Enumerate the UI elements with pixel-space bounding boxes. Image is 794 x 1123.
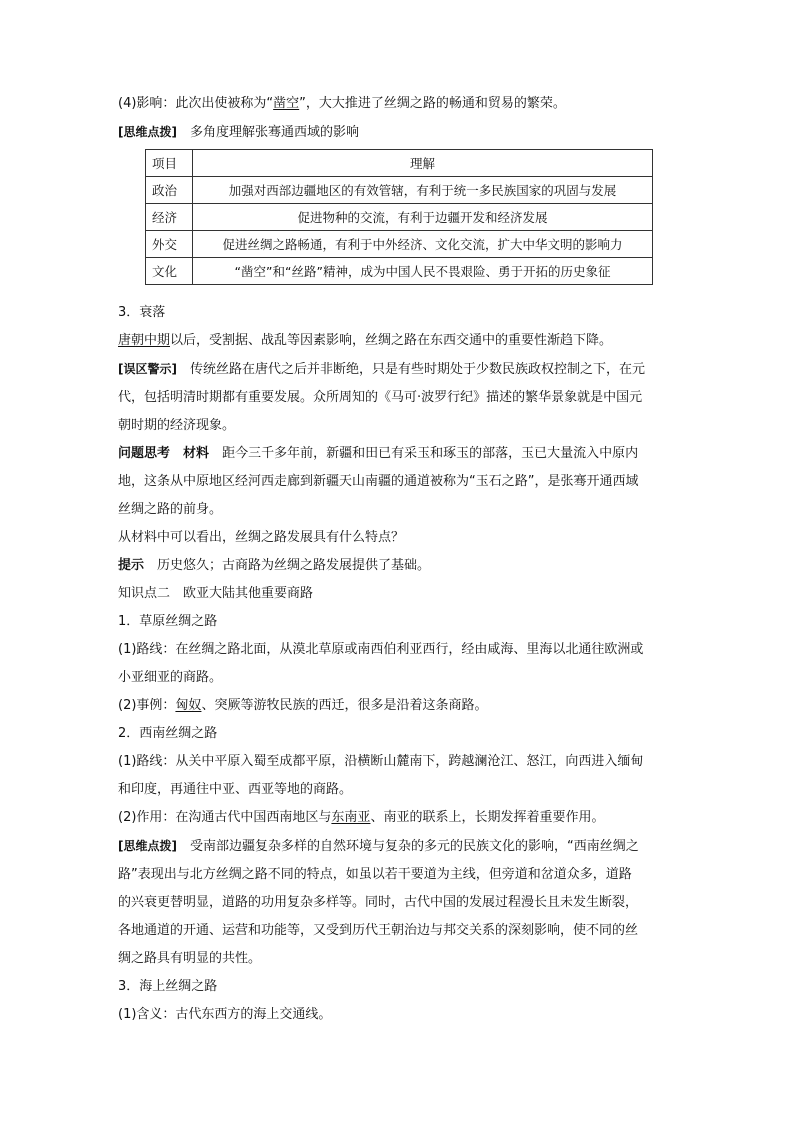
maritime-route-title: 3．海上丝绸之路 [118, 979, 218, 994]
thinking-tip-2-line-3: 的兴衰更替明显，道路的功用复杂多样等。同时，古代中国的发展过程漫长且未发生断裂， [118, 895, 639, 910]
hint-label: 提示 [118, 558, 145, 573]
southeast-asia-term: 东南亚 [331, 810, 371, 825]
thinking-tip-2-line-5: 绸之路具有明显的共性。 [118, 951, 262, 966]
southwest-route-line-1: (1)路线：从关中平原入蜀至成都平原，沿横断山麓南下，跨越澜沧江、怒江，向西进入缅甸 [118, 754, 644, 769]
table-cell-text: 促进物种的交流，有利于边疆开发和经济发展 [193, 204, 653, 231]
thinking-tip-2-tag: [思维点拨] [118, 839, 177, 853]
maritime-route-definition: (1)含义：古代东西方的海上交通线。 [118, 1007, 332, 1022]
thinking-tip-tag: [思维点拨] [118, 125, 177, 139]
table-cell-text: 加强对西部边疆地区的有效管辖，有利于统一多民族国家的巩固与发展 [193, 177, 653, 204]
hint-paragraph: 提示 历史悠久；古商路为丝绸之路发展提供了基础。 [118, 558, 431, 573]
decline-paragraph: 唐朝中期以后，受割据、战乱等因素影响，丝绸之路在东西交通中的重要性渐趋下降。 [118, 333, 613, 348]
table-row [146, 177, 653, 204]
thinking-tip-2-line-2: 路”表现出与北方丝绸之路不同的特点，如虽以若干要道为主线，但旁道和岔道众多，道路 [118, 867, 632, 882]
misconception-line-2: 代，包括明清时期都有重要发展。众所周知的《马可·波罗行纪》描述的繁华景象就是中国元 [118, 390, 643, 405]
document-page [118, 94, 678, 1033]
southwest-effect: (2)作用：在沟通古代中国西南地区与东南亚、南亚的联系上，长期发挥着重要作用。 [118, 810, 605, 825]
question-material-line-3: 丝绸之路的前身。 [118, 502, 223, 517]
misconception-line-3: 朝时期的经济现象。 [118, 418, 236, 433]
impact-paragraph: (4)影响：此次出使被称为“凿空”，大大推进了丝绸之路的畅通和贸易的繁荣。 [118, 96, 566, 111]
steppe-route-title: 1．草原丝绸之路 [118, 614, 218, 629]
thinking-tip-2-line-1: [思维点拨] 受南部边疆复杂多样的自然环境与复杂的多元的民族文化的影响，“西南丝绸之 [118, 839, 639, 854]
southwest-route-line-2: 和印度，再通往中亚、西亚等地的商路。 [118, 782, 353, 797]
steppe-example: (2)事例：匈奴、突厥等游牧民族的西迁，很多是沿着这条商路。 [118, 698, 488, 713]
thinking-tip-2-line-4: 各地通道的开通、运营和功能等，又受到历代王朝治边与邦交关系的深刻影响，使不同的丝 [118, 923, 639, 938]
material-tag: 材料 [183, 446, 210, 461]
thinking-tip-heading: [思维点拨] 多角度理解张骞通西域的影响 [118, 125, 360, 140]
knowledge-point-2-title: 知识点二 欧亚大陆其他重要商路 [118, 586, 314, 601]
table-row [146, 204, 653, 231]
misconception-tag: [误区警示] [118, 362, 177, 376]
table-header-item: 项目 [146, 150, 193, 177]
question-label: 问题思考 [118, 446, 171, 461]
question-material-line-2: 地，这条从中原地区经河西走廊到新疆天山南疆的通道被称为“玉石之路”，是张骞开通西域 [118, 474, 639, 489]
tang-mid-term: 唐朝中期 [118, 333, 171, 348]
misconception-line-1: [误区警示] 传统丝路在唐代之后并非断绝，只是有些时期处于少数民族政权控制之下，在元 [118, 362, 646, 377]
table-header-understanding: 理解 [193, 150, 653, 177]
table-cell-item: 政治 [146, 177, 193, 204]
zaokong-term: 凿空 [273, 96, 300, 111]
southwest-route-title: 2．西南丝绸之路 [118, 726, 218, 741]
influence-table [145, 149, 653, 285]
table-cell-item: 经济 [146, 204, 193, 231]
section-decline-title: 3．衰落 [118, 305, 166, 320]
question-text: 从材料中可以看出，丝绸之路发展具有什么特点？ [118, 530, 405, 545]
steppe-route-line-1: (1)路线：在丝绸之路北面，从漠北草原或南西伯利亚西行，经由咸海、里海以北通往欧洲或 [118, 642, 644, 657]
question-material-line-1: 问题思考 材料 距今三千多年前，新疆和田已有采玉和琢玉的部落，玉已大量流入中原内 [118, 446, 639, 461]
table-cell-text: “凿空”和“丝路”精神，成为中国人民不畏艰险、勇于开拓的历史象征 [193, 258, 653, 285]
table-header-row [146, 150, 653, 177]
table-cell-item: 文化 [146, 258, 193, 285]
xiongnu-term: 匈奴 [175, 698, 202, 713]
table-cell-item: 外交 [146, 231, 193, 258]
table-cell-text: 促进丝绸之路畅通，有利于中外经济、文化交流，扩大中华文明的影响力 [193, 231, 653, 258]
table-row [146, 231, 653, 258]
steppe-route-line-2: 小亚细亚的商路。 [118, 670, 223, 685]
table-row [146, 258, 653, 285]
